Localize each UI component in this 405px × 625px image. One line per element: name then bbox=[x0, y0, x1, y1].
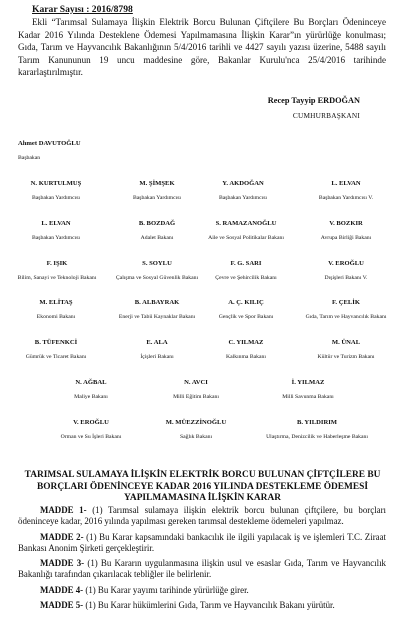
signatory-title: Sağlık Bakanı bbox=[179, 434, 213, 440]
signatory bbox=[116, 260, 198, 282]
signatory bbox=[18, 260, 97, 282]
signatory bbox=[119, 299, 195, 321]
signatory-title: Başbakan Yardımcısı bbox=[218, 195, 268, 201]
signatory-name: B. BOZDAĞ bbox=[138, 220, 176, 227]
signatory bbox=[61, 419, 122, 441]
signatory-title: Aile ve Sosyal Politikalar Bakanı bbox=[208, 235, 284, 241]
signatory bbox=[31, 180, 82, 202]
signatory-name: V. BOZKIR bbox=[329, 220, 363, 227]
signatory-name: S. RAMAZANOĞLU bbox=[215, 220, 277, 227]
signatory-name: A. Ç. KILIÇ bbox=[228, 299, 264, 306]
signatory bbox=[321, 220, 371, 242]
signatory bbox=[139, 220, 175, 242]
article-label: MADDE 3- bbox=[40, 558, 85, 569]
signatory-title: Başbakan bbox=[18, 155, 41, 161]
signatory-title: Kültür ve Turizm Bakanı bbox=[317, 354, 375, 360]
signatory-title: Başbakan Yardımcısı bbox=[31, 195, 81, 201]
signatory bbox=[266, 419, 368, 441]
signatory-title: Ekonomi Bakanı bbox=[36, 314, 76, 320]
signatory bbox=[133, 180, 181, 202]
signatory-name: N. AĞBAL bbox=[75, 379, 107, 386]
signatory bbox=[325, 260, 368, 282]
signatory-title: Orman ve Su İşleri Bakanı bbox=[60, 434, 122, 440]
article-text: (1) Bu Kararın uygulanmasına ilişkin usul ve esaslar Gıda, Tarım ve Hayvancılık Bakanlığı tarafından çıkarılacak tebliğler ile belirlenir. bbox=[18, 558, 386, 580]
signatory-name: İ. YILMAZ bbox=[291, 379, 325, 386]
article-2 bbox=[18, 532, 386, 555]
signatory-title: Bilim, Sanayi ve Teknoloji Bakanı bbox=[17, 275, 97, 281]
articles bbox=[18, 505, 386, 615]
signatory bbox=[219, 180, 267, 202]
signatory-title: Başbakan Yardımcısı bbox=[31, 235, 81, 241]
article-5 bbox=[18, 600, 386, 611]
article-text: (1) Tarımsal sulamaya ilişkin elektrik borcu bulunan çiftçilere, bu borçları ödeninceye kadar, 2016 yılında yapılması gereken tarımsal destekleme ödemeleri yapılmaz. bbox=[18, 505, 386, 527]
article-label: MADDE 4- bbox=[40, 584, 84, 595]
signatory-title: Çalışma ve Sosyal Güvenlik Bakanı bbox=[115, 275, 199, 281]
signatory-title: İçişleri Bakanı bbox=[140, 354, 174, 360]
signatory bbox=[140, 339, 173, 361]
signatory bbox=[173, 379, 219, 401]
signatory-name: N. KURTULMUŞ bbox=[30, 180, 82, 187]
signatory-name: V. EROĞLU bbox=[73, 419, 109, 426]
signatory bbox=[317, 339, 374, 361]
signatory-title: Maliye Bakanı bbox=[74, 394, 108, 400]
signatory-title: Kalkınma Bakanı bbox=[226, 354, 266, 360]
article-4 bbox=[18, 585, 386, 596]
signatory-title: Milli Eğitim Bakanı bbox=[173, 394, 219, 400]
signatory-name: M. ÜNAL bbox=[331, 339, 361, 346]
signatory bbox=[208, 220, 284, 242]
signatory bbox=[18, 140, 81, 162]
signatory bbox=[74, 379, 108, 401]
signatory bbox=[26, 339, 87, 361]
signatory-name: F. ÇELİK bbox=[332, 299, 360, 306]
signatory-title: Gençlik ve Spor Bakanı bbox=[218, 314, 274, 320]
signatory-name: E. ALA bbox=[146, 339, 168, 346]
signatory bbox=[215, 260, 276, 282]
signatory-name: B. TÜFENKCİ bbox=[34, 339, 78, 346]
signatory bbox=[306, 299, 387, 321]
signatory-name: F. IŞIK bbox=[46, 260, 68, 267]
signatory-name: Y. AKDOĞAN bbox=[222, 180, 264, 187]
signatory-title: Ulaştırma, Denizcilik ve Haberleşme Bakanı bbox=[266, 434, 368, 440]
signatory-title: Başbakan Yardımcısı V. bbox=[318, 195, 374, 201]
signatory-title: Dışişleri Bakanı V. bbox=[324, 275, 368, 281]
signatory-name: M. ŞİMŞEK bbox=[139, 180, 175, 187]
signatory bbox=[282, 379, 334, 401]
signatory-name: L. ELVAN bbox=[331, 180, 361, 187]
signatory-name: B. YILDIRIM bbox=[296, 419, 338, 426]
signatory-name: M. ELİTAŞ bbox=[39, 299, 73, 306]
signatory-title: Gıda, Tarım ve Hayvancılık Bakanı bbox=[305, 314, 387, 320]
article-text: (1) Bu Karar kapsamındaki bankacılık ile ilgili yapılacak iş ve işlemleri T.C. Ziraat Bankası Anonim Şirketi gerçekleştirir. bbox=[18, 531, 386, 553]
signatory-title: Enerji ve Tabii Kaynaklar Bakanı bbox=[118, 314, 196, 320]
signatory-name: B. ALBAYRAK bbox=[134, 299, 180, 306]
signatory-name: M. MÜEZZİNOĞLU bbox=[165, 419, 227, 426]
article-label: MADDE 1- bbox=[40, 505, 87, 515]
decree-number: Karar Sayısı : 2016/8798 bbox=[32, 4, 133, 15]
article-text: (1) Bu Karar hükümlerini Gıda, Tarım ve Hayvancılık Bakanı yürütür. bbox=[83, 600, 335, 611]
signatory bbox=[32, 220, 80, 242]
signatory-name: C. YILMAZ bbox=[228, 339, 264, 346]
president-name: Recep Tayyip ERDOĞAN bbox=[267, 96, 360, 105]
president-title: CUMHURBAŞKANI bbox=[292, 111, 360, 120]
signatory-title: Çevre ve Şehircilik Bakanı bbox=[215, 275, 277, 281]
article-1 bbox=[18, 505, 386, 528]
signatory-title: Adalet Bakanı bbox=[140, 235, 174, 241]
article-text: (1) Bu Karar yayımı tarihinde yürürlüğe girer. bbox=[83, 584, 249, 595]
signatory-name: V. EROĞLU bbox=[328, 260, 364, 267]
signatory-title: Avrupa Birliği Bakanı bbox=[320, 235, 372, 241]
signatory-title: Milli Savunma Bakanı bbox=[282, 394, 334, 400]
signatory bbox=[219, 299, 274, 321]
article-label: MADDE 2- bbox=[40, 531, 84, 542]
signatory-name: N. AVCI bbox=[184, 379, 208, 386]
signatory-name: L. ELVAN bbox=[41, 220, 71, 227]
article-3 bbox=[18, 558, 386, 581]
signatory bbox=[226, 339, 266, 361]
signatory bbox=[37, 299, 75, 321]
signatory-title: Başbakan Yardımcısı bbox=[132, 195, 182, 201]
signatory-name: Ahmet DAVUTOĞLU bbox=[18, 140, 81, 147]
decree-intro: Ekli “Tarımsal Sulamaya İlişkin Elektrik Borcu Bulunan Çiftçilere Bu Borçları Ödeninceye Kadar 2016 Yılında Desteklene Ödemesi Yapılmamasına İlişkin Karar”ın yürürlüğe konulması; Gıda, Tarım ve Hayvancılık Bakanlığının 5/4/2016 tarihli ve 4427 sayılı yazısı üzerine, 5488 sayılı Tarım Kanununun 19 uncu maddesine göre, Bakanlar Kurulu'nca 25/4/2016 tarihinde kararlaştırılmıştır. bbox=[18, 17, 386, 77]
signatory bbox=[166, 419, 226, 441]
signatory bbox=[319, 180, 373, 202]
signatory-title: Gümrük ve Ticaret Bakanı bbox=[25, 354, 87, 360]
signatory-name: S. SOYLU bbox=[142, 260, 172, 267]
article-label: MADDE 5- bbox=[40, 600, 84, 611]
decree-title: TARIMSAL SULAMAYA İLİŞKİN ELEKTRİK BORCU BULUNAN ÇİFTÇİLERE BU BORÇLARI ÖDENİNCEYE KADAR 2016 YILINDA DESTEKLEME ÖDEMESİ YAPILMAMASINA İLİŞKİN KARAR bbox=[24, 470, 381, 503]
signatory-name: F. G. SARI bbox=[230, 260, 262, 267]
